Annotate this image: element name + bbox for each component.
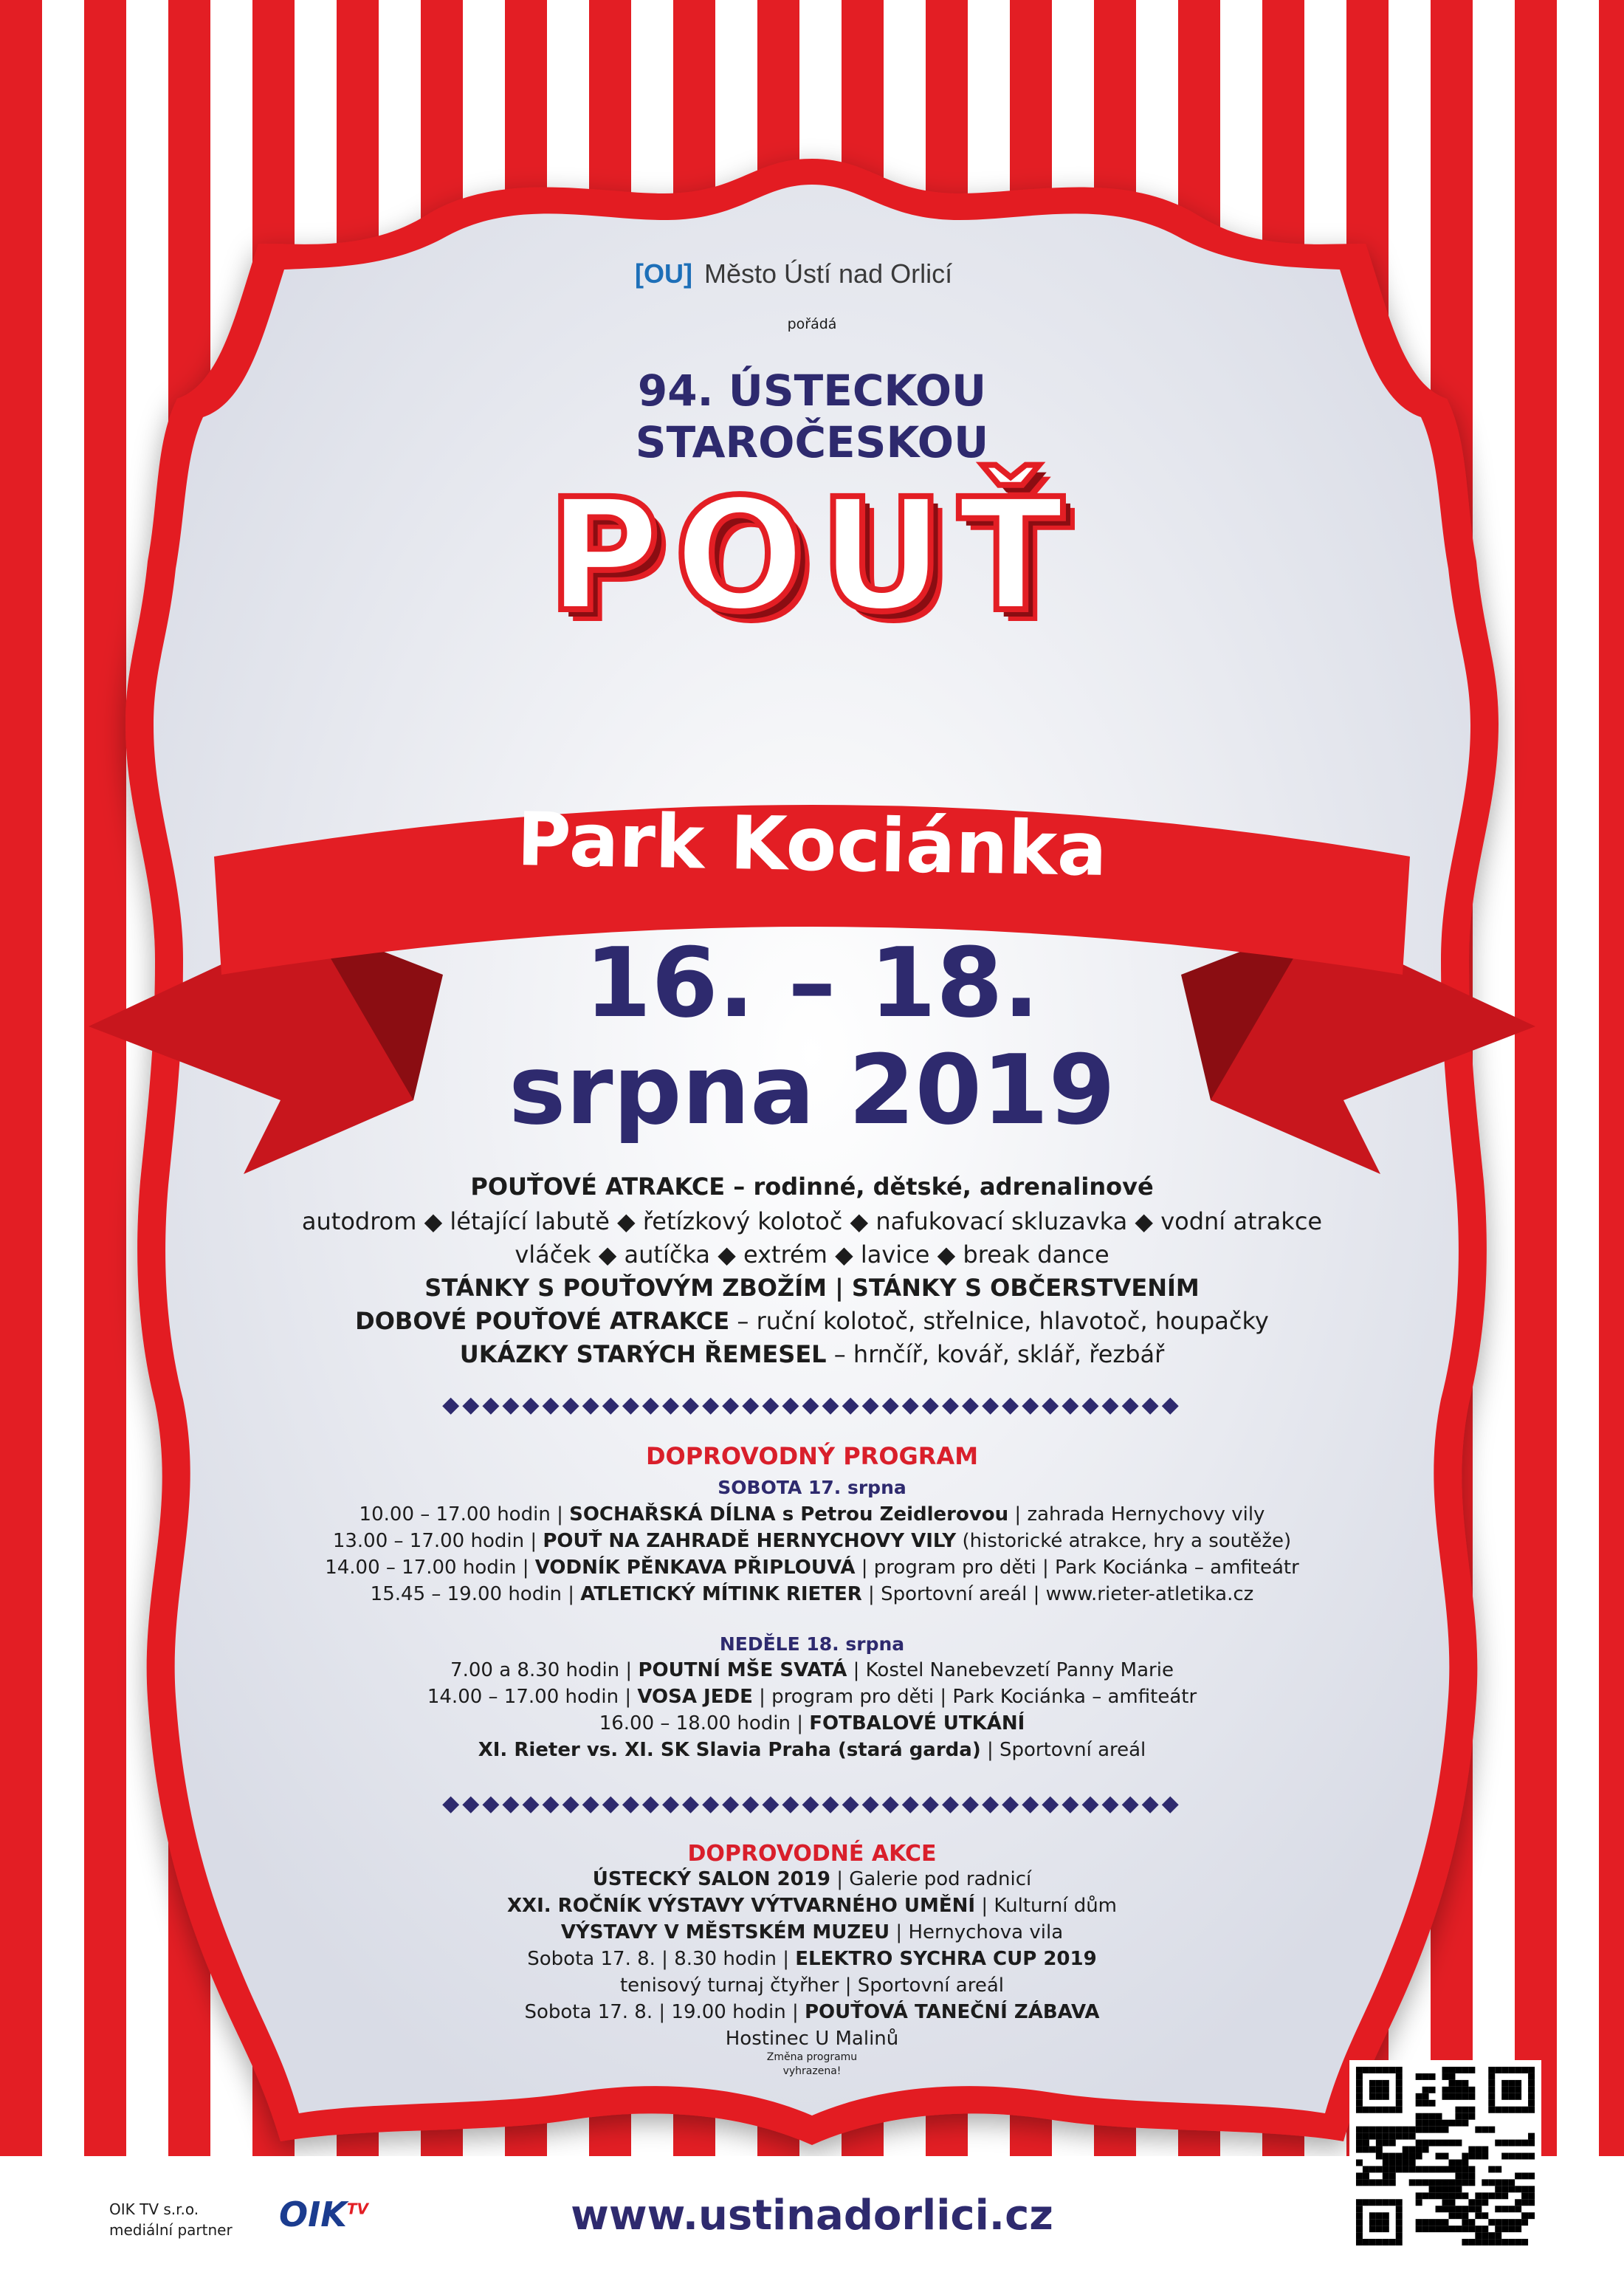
program-item: VÝSTAVY V MĚSTSKÉM MUZEU | Hernychova vila (560, 1921, 1064, 1943)
program-item: tenisový turnaj čtyřher | Sportovní areál (619, 1974, 1004, 1997)
program-item: 14.00 – 17.00 hodin | VOSA JEDE | program pro děti | Park Kociánka – amfiteátr (427, 1686, 1197, 1708)
program-item: XI. Rieter vs. XI. SK Slavia Praha (stará garda) | Sportovní areál (478, 1739, 1146, 1761)
attractions-heading: POUŤOVÉ ATRAKCE – rodinné, dětské, adrenalinové (470, 1173, 1154, 1201)
main-title: POUŤ (546, 465, 1078, 646)
sunday-label: NEDĚLE 18. srpna (719, 1633, 905, 1655)
note-line1: Změna programu (766, 2051, 858, 2063)
title-line2: STAROČESKOU (635, 417, 989, 467)
program-item: 13.00 – 17.00 hodin | POUŤ NA ZAHRADĚ HERNYCHOVY VILY (historické atrakce, hry a soutěže) (332, 1530, 1292, 1552)
program-item: XXI. ROČNÍK VÝSTAVY VÝTVARNÉHO UMĚNÍ | Kulturní dům (506, 1895, 1118, 1917)
title-line1: 94. ÚSTECKOU (637, 366, 987, 416)
saturday-label: SOBOTA 17. srpna (718, 1477, 906, 1498)
oik-tv-logo: $OIK^{TV}$ (279, 2195, 368, 2234)
program-item: 10.00 – 17.00 hodin | SOCHAŘSKÁ DÍLNA s Petrou Zeidlerovou | zahrada Hernychovy vily (359, 1503, 1265, 1526)
ribbon-label: Park Kociánka (516, 796, 1108, 893)
program-item: Sobota 17. 8. | 8.30 hodin | ELEKTRO SYCHRA CUP 2019 (527, 1948, 1097, 1970)
program-item: 7.00 a 8.30 hodin | POUTNÍ MŠE SVATÁ | Kostel Nanebevzetí Panny Marie (450, 1659, 1174, 1681)
program-item: Hostinec U Malinů (725, 2028, 899, 2050)
program-item: ÚSTECKÝ SALON 2019 | Galerie pod radnicí (592, 1868, 1032, 1890)
organizer-brand (635, 258, 952, 289)
website-link[interactable]: www.ustinadorlici.cz (571, 2192, 1053, 2240)
program-heading: DOPROVODNÝ PROGRAM (645, 1442, 979, 1470)
note-line2: vyhrazena! (782, 2065, 842, 2077)
program-item: 16.00 – 18.00 hodin | FOTBALOVÉ UTKÁNÍ (599, 1712, 1025, 1734)
program-item: 14.00 – 17.00 hodin | VODNÍK PĚNKAVA PŘIPLOUVÁ | program pro děti | Park Kociánka – amfiteátr (325, 1557, 1299, 1579)
partner-line1: OIK TV s.r.o. (109, 2200, 199, 2218)
qr-code[interactable] (1349, 2060, 1541, 2252)
presents-text: pořádá (787, 316, 837, 332)
date-month-year: srpna 2019 (509, 1034, 1115, 1146)
program-item: 15.45 – 19.00 hodin | ATLETICKÝ MÍTINK RIETER | Sportovní areál | www.rieter-atletika.cz (370, 1583, 1254, 1605)
program-item: Sobota 17. 8. | 19.00 hodin | POUŤOVÁ TANEČNÍ ZÁBAVA (524, 2001, 1100, 2023)
attractions-line2: vláček ◆ autíčka ◆ extrém ◆ lavice ◆ break dance (515, 1241, 1109, 1269)
organizer-name: Město Ústí nad Orlicí (703, 258, 953, 289)
partner-line2: mediální partner (109, 2221, 233, 2239)
stalls-line: STÁNKY S POUŤOVÝM ZBOŽÍM | STÁNKY S OBČERSTVENÍM (424, 1274, 1200, 1302)
period-attractions: DOBOVÉ POUŤOVÉ ATRAKCE – ruční kolotoč, střelnice, hlavotoč, houpačky (355, 1307, 1269, 1335)
divider-bottom: ◆◆◆◆◆◆◆◆◆◆◆◆◆◆◆◆◆◆◆◆◆◆◆◆◆◆◆◆◆◆◆◆◆◆◆◆◆ (442, 1791, 1182, 1816)
crafts-line: UKÁZKY STARÝCH ŘEMESEL – hrnčíř, kovář, sklář, řezbář (459, 1340, 1165, 1368)
date-range: 16. – 18. (584, 927, 1040, 1039)
events-heading: DOPROVODNÉ AKCE (687, 1841, 937, 1867)
divider-top: ◆◆◆◆◆◆◆◆◆◆◆◆◆◆◆◆◆◆◆◆◆◆◆◆◆◆◆◆◆◆◆◆◆◆◆◆◆ (442, 1392, 1182, 1418)
city-logo: [OU] (635, 258, 692, 289)
attractions-line1: autodrom ◆ létající labutě ◆ řetízkový kolotoč ◆ nafukovací skluzavka ◆ vodní atrakce (301, 1207, 1323, 1235)
